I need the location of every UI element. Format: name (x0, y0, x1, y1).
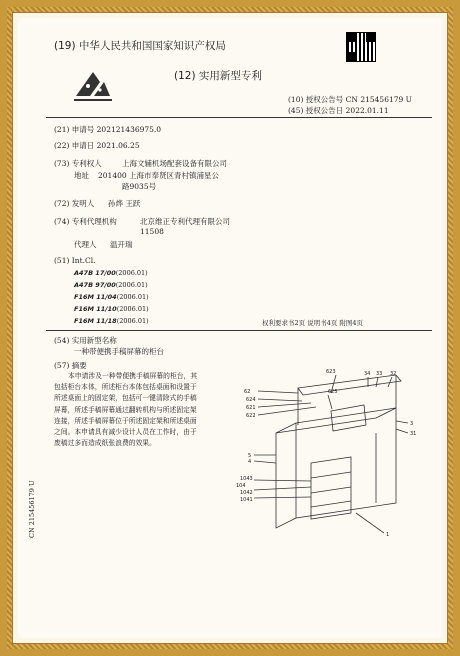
vertical-publication-number: CN 215456179 U (28, 480, 36, 538)
ipc-entry: A47B 17/00(2006.01) (74, 269, 148, 277)
figure-label: 5 (248, 453, 252, 459)
inventor-label: (72) 发明人 (54, 199, 95, 208)
figure-label: 1 (386, 532, 390, 538)
title-label: (54) 实用新型名称 (54, 336, 117, 345)
figure-label: 623 (326, 369, 336, 375)
abstract-label: (57) 摘要 (54, 361, 87, 370)
figure-label: 33 (376, 371, 383, 377)
application-date: (22) 申请日 2021.06.25 (54, 141, 140, 150)
figure-label: 621 (246, 405, 256, 411)
figure-label: 1042 (240, 490, 253, 496)
holder-label: (73) 专利权人 (54, 159, 102, 168)
figure-label: 625 (328, 389, 338, 395)
utility-model-title: 一种带便携手稿屏幕的柜台 (74, 347, 164, 356)
figure-label: 32 (390, 371, 397, 377)
inventors: 孙烨 王跃 (108, 199, 141, 208)
abstract-line: 所述桌面上的固定架，包括可一键清除式的手稿 (54, 394, 197, 403)
agent-name: 温开瑞 (110, 240, 133, 249)
ipc-entry: A47B 97/00(2006.01) (74, 281, 148, 289)
application-number: (21) 申请号 202121436975.0 (54, 125, 162, 134)
biblio-divider (46, 330, 432, 331)
document-type: (12) 实用新型专利 (174, 70, 262, 82)
figure-label: 3 (410, 421, 414, 427)
publication-date: (45) 授权公告日 2022.01.11 (288, 106, 389, 115)
abstract-line: 屏幕，所述手稿屏幕通过翻转机构与所述固定架 (54, 405, 197, 414)
address-line-2: 路9035号 (122, 182, 157, 191)
page-counts: 权利要求书2页 说明书4页 附图4页 (262, 319, 364, 327)
patent-holder: 上海文辅机场配套设备有限公司 (122, 159, 227, 168)
cnipa-logo-icon (70, 66, 116, 110)
abstract-text (54, 371, 250, 449)
address-line-1: 201400 上海市奉贤区青村镇浦星公 (98, 171, 220, 180)
qr-code-icon (346, 32, 376, 62)
abstract-line: 连接，所述手稿屏幕位于所述固定架和所述桌面 (54, 416, 197, 425)
figure-label: 1041 (240, 497, 253, 503)
ipc-entry: F16M 11/10(2006.01) (74, 305, 149, 313)
agency-label: (74) 专利代理机构 (54, 217, 117, 226)
figure-label: 622 (246, 413, 256, 419)
figure-label: 1043 (240, 476, 253, 482)
ipc-entry: F16M 11/04(2006.01) (74, 293, 149, 301)
publication-number: (10) 授权公告号 CN 215456179 U (288, 95, 412, 104)
abstract-line: 包括柜台本体，所述柜台本体包括桌面和设置于 (54, 383, 197, 392)
agency-code: 11508 (140, 227, 164, 236)
office-name: (19) 中华人民共和国国家知识产权局 (54, 40, 226, 52)
figure-label: 624 (246, 397, 256, 403)
agent-label: 代理人 (74, 240, 97, 249)
figure-label: 4 (248, 459, 252, 465)
agency-name: 北京维正专利代理有限公司 (140, 217, 230, 226)
ipc-entry: F16M 11/18(2006.01) (74, 317, 149, 325)
patent-figure (236, 363, 426, 538)
abstract-line: 废稿过多而造成纸张浪费的效果。 (54, 439, 156, 448)
address-label: 地址 (74, 171, 89, 180)
patent-page (18, 18, 442, 638)
header-divider (46, 117, 432, 118)
figure-label: 62 (244, 389, 251, 395)
ipc-label: (51) Int.Cl. (54, 256, 96, 265)
abstract-line: 本申请涉及一种带便携手稿屏幕的柜台，其 (68, 372, 198, 380)
figure-label: 34 (364, 371, 371, 377)
figure-label: 104 (236, 483, 246, 489)
figure-label: 31 (410, 431, 417, 437)
abstract-line: 之间。本申请具有减少设计人员在工作时，由于 (54, 428, 197, 437)
